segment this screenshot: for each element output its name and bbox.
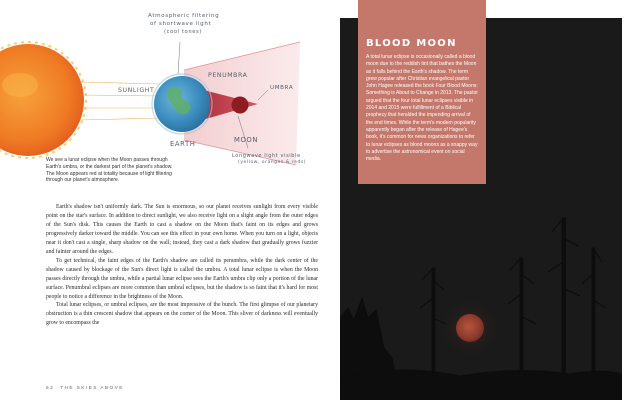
running-head: THE SKIES ABOVE	[60, 386, 124, 391]
longwave-label-2: (yellow, oranges & reds)	[238, 160, 307, 165]
sidebar-text: A total lunar eclipse is occasionally called a blood moon due to the reddish tint that bathes the Moon as it falls behind the Earth's shadow. The term grew popular after Christian evangelical pastor John Hagee released the book Four Blood Moons: Something is About to Change in 2013. The pastor argued that the four total lunar eclipses visible in 2014 and 2015 were fulfillment of a Biblical prophecy that heralded the impending arrival of the end times. While the term's modern popularity apparently began after the release of Hagee's book, it's common for news organizations to refer to lunar eclipses as blood moons as a snappy way to advertise the astronomical event on social media.	[366, 54, 478, 163]
sidebar-title: BLOOD MOON	[366, 38, 457, 49]
folio	[46, 386, 124, 391]
longwave-label: Longwave light visible	[232, 153, 301, 159]
body-paragraph: Total lunar eclipses, or umbral eclipses, are the most impressive of the bunch. The first glimpse of our planetary obstruction is a thin crescent shadow that appears on the corner of the Moon. This sliver of darkness will eventually grow to encompass the	[46, 302, 318, 327]
body-paragraph: Earth's shadow isn't uniformly dark. The Sun is enormous, so our planet receives sunlight from every visible point on the star's surface. In addition to direct sunlight, we also receive light on a slight angle from the outer edges of the Sun's disk. This causes the Earth to cast a shadow on the Moon that's faint on its edges and grows progressively darker toward the middle. You can see this effect in your own home. When you turn on a light, objects near it don't cast a single, sharp shadow on the wall; instead, they cast a dark shadow that gradually grows fuzzier and fainter around the edges.	[46, 204, 318, 255]
moon-label: MOON	[234, 136, 259, 144]
sunlight-label: SUNLIGHT	[118, 87, 155, 94]
earth-label: EARTH	[170, 140, 196, 148]
penumbra-label: PENUMBRA	[208, 72, 248, 79]
page-number: 62	[46, 386, 55, 391]
earth-illustration	[152, 74, 212, 134]
right-page	[322, 0, 640, 412]
blood-moon-sidebar	[358, 0, 486, 184]
atmos-filter-label: Atmospheric filtering	[148, 13, 220, 19]
sun-illustration	[0, 42, 86, 158]
lunar-eclipse-diagram	[0, 0, 322, 165]
body-text	[46, 203, 318, 328]
red-moon	[456, 314, 484, 342]
atmos-filter-label-3: (cool tones)	[164, 29, 202, 35]
body-paragraph: To get technical, the faint edges of the Earth's shadow are called its penumbra, while the dark center of the shadow caused by blockage of the Sun's direct light is called the umbra. A total lunar eclipse is when the Moon passes directly through the umbra, while a partial lunar eclipse sees the Earth's umbra clip only a portion of the lunar surface. Penumbral eclipses are more common than umbral eclipses, but the shadow is so faint that it's hard for most people to notice a difference in the brightness of the Moon.	[46, 257, 318, 300]
moon-illustration	[232, 97, 249, 114]
diagram-caption: We see a lunar eclipse when the Moon passes through Earth's umbra, or the darkest part of the planet's shadow. The Moon appears red at totality because of light filtering through our planet's atmosphere.	[46, 157, 173, 184]
umbra-label: UMBRA	[270, 85, 294, 91]
atmos-filter-label-2: of shortwave light	[150, 21, 212, 27]
